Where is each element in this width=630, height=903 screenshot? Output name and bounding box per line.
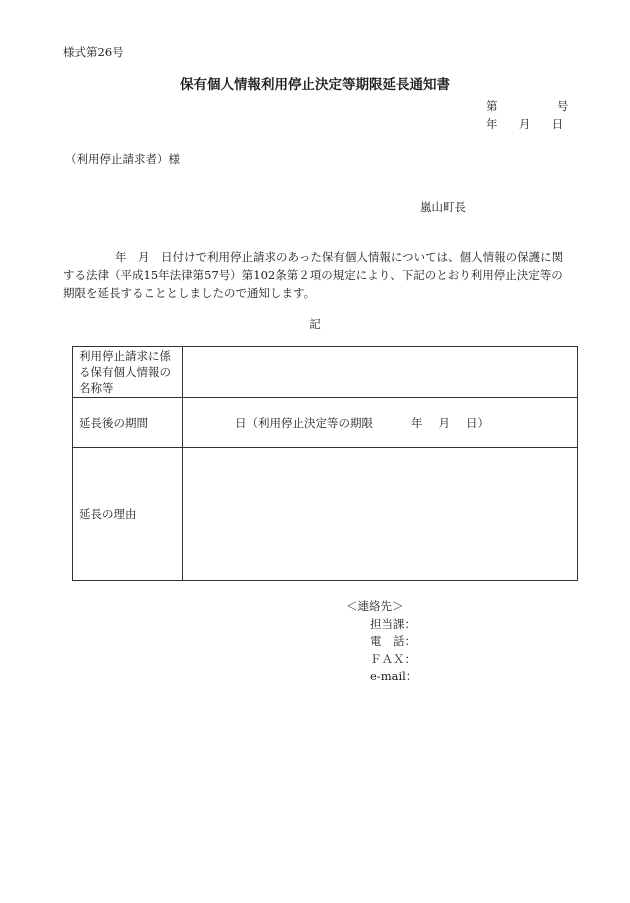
contact-heading: ＜連絡先＞ bbox=[346, 599, 404, 613]
document-date bbox=[486, 116, 563, 132]
table-row bbox=[73, 398, 578, 448]
row3-value bbox=[183, 448, 578, 581]
record-table bbox=[72, 346, 578, 581]
document-number bbox=[486, 98, 568, 114]
date-day: 日 bbox=[551, 117, 564, 131]
contact-section: 担当課： bbox=[370, 616, 416, 631]
table-row bbox=[73, 448, 578, 581]
doc-number-suffix: 号 bbox=[556, 99, 569, 113]
body-line-3: 期限を延長することとしましたので通知します。 bbox=[63, 286, 316, 300]
period-day: 日） bbox=[466, 415, 489, 430]
doc-number-prefix: 第 bbox=[486, 99, 498, 113]
document-title: 保有個人情報利用停止決定等期限延長通知書 bbox=[180, 77, 450, 93]
period-month: 月 bbox=[438, 415, 450, 430]
contact-fax: ＦＡＸ： bbox=[370, 651, 416, 666]
row1-value bbox=[183, 347, 578, 398]
row2-label: 延長後の期間 bbox=[73, 398, 183, 448]
table-row bbox=[73, 347, 578, 398]
period-text: 日（利用停止決定等の期限 bbox=[235, 415, 373, 430]
ki-heading: 記 bbox=[309, 317, 321, 331]
body-paragraph bbox=[63, 248, 578, 302]
sender-name: 嵐山町長 bbox=[420, 200, 466, 214]
addressee: （利用停止請求者）様 bbox=[65, 152, 180, 166]
contact-block bbox=[346, 598, 417, 686]
row3-label: 延長の理由 bbox=[73, 448, 183, 581]
form-number: 様式第26号 bbox=[63, 45, 124, 59]
date-month: 月 bbox=[518, 117, 531, 131]
contact-phone: 電 話： bbox=[370, 634, 416, 648]
row1-label: 利用停止請求に係る保有個人情報の名称等 bbox=[73, 347, 183, 398]
date-year: 年 bbox=[486, 117, 498, 131]
row2-value bbox=[183, 398, 578, 448]
body-line-1: 年 月 日付けで利用停止請求のあった保有個人情報については、個人情報の保護に関 bbox=[115, 250, 564, 264]
contact-email: e-mail： bbox=[370, 669, 418, 683]
body-line-2: する法律（平成15年法律第57号）第102条第２項の規定により、下記のとおり利用停止決定等の bbox=[63, 268, 563, 282]
period-year: 年 bbox=[411, 415, 423, 430]
